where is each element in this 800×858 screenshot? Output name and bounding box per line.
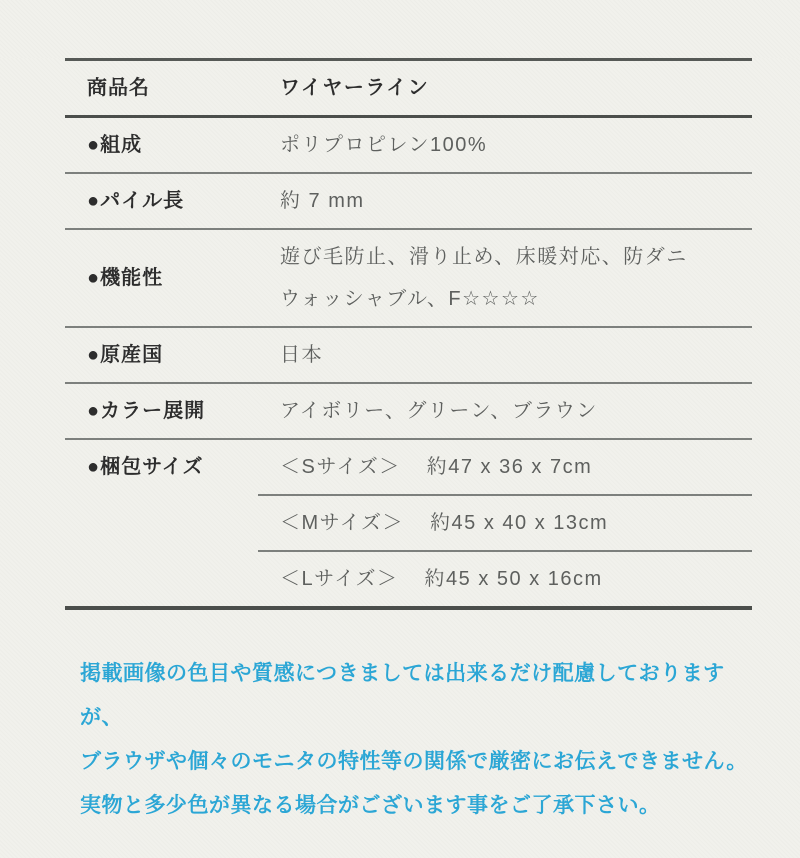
package-size-row-s bbox=[258, 440, 752, 494]
package-size-s-label: ＜Sサイズ＞ bbox=[280, 456, 401, 478]
product-spec-table bbox=[65, 58, 752, 610]
spec-value-pile-length: 約 7 mm bbox=[280, 190, 365, 212]
package-size-m-dims: 約45 x 40 x 13cm bbox=[430, 512, 609, 534]
spec-row-composition bbox=[65, 115, 752, 172]
spec-row-origin-country bbox=[65, 326, 752, 382]
disclaimer-line-1: 掲載画像の色目や質感につきましては出来るだけ配慮しておりますが、 bbox=[80, 662, 725, 729]
spec-label-origin-country: ●原産国 bbox=[87, 344, 164, 366]
package-size-m-label: ＜Mサイズ＞ bbox=[280, 512, 405, 534]
package-size-l-label: ＜Lサイズ＞ bbox=[280, 568, 399, 590]
spec-label-pile-length: ●パイル長 bbox=[87, 190, 185, 212]
spec-label-functionality: ●機能性 bbox=[87, 267, 164, 289]
package-size-row-l bbox=[258, 550, 752, 606]
spec-row-product-name bbox=[65, 61, 752, 115]
package-size-l-dims: 約45 x 50 x 16cm bbox=[424, 568, 603, 590]
disclaimer-line-3: 実物と多少色が異なる場合がございます事をご了承下さい。 bbox=[80, 794, 661, 817]
package-size-s-dims: 約47 x 36 x 7cm bbox=[426, 456, 593, 478]
spec-value-product-name: ワイヤーライン bbox=[280, 77, 430, 99]
spec-label-color-variations: ●カラー展開 bbox=[87, 400, 206, 422]
spec-label-composition: ●組成 bbox=[87, 134, 143, 156]
spec-row-functionality bbox=[65, 228, 752, 326]
spec-row-pile-length bbox=[65, 172, 752, 228]
package-size-list bbox=[258, 440, 752, 606]
spec-label-product-name: 商品名 bbox=[87, 77, 150, 99]
spec-value-functionality bbox=[280, 230, 752, 326]
spec-label-package-size: ●梱包サイズ bbox=[87, 456, 204, 478]
spec-row-package-size bbox=[65, 438, 752, 606]
disclaimer-line-2: ブラウザや個々のモニタの特性等の関係で厳密にお伝えできません。 bbox=[80, 750, 748, 773]
spec-row-color-variations bbox=[65, 382, 752, 438]
package-size-row-m bbox=[258, 494, 752, 550]
spec-value-composition: ポリプロピレン100% bbox=[280, 134, 488, 156]
functionality-line-1: 遊び毛防止、滑り止め、床暖対応、防ダニ bbox=[280, 246, 688, 268]
spec-value-color-variations: アイボリー、グリーン、ブラウン bbox=[280, 400, 598, 422]
functionality-line-2: ウォッシャブル、F☆☆☆☆ bbox=[280, 288, 540, 310]
color-disclaimer-note bbox=[80, 652, 760, 828]
spec-value-origin-country: 日本 bbox=[280, 344, 323, 366]
